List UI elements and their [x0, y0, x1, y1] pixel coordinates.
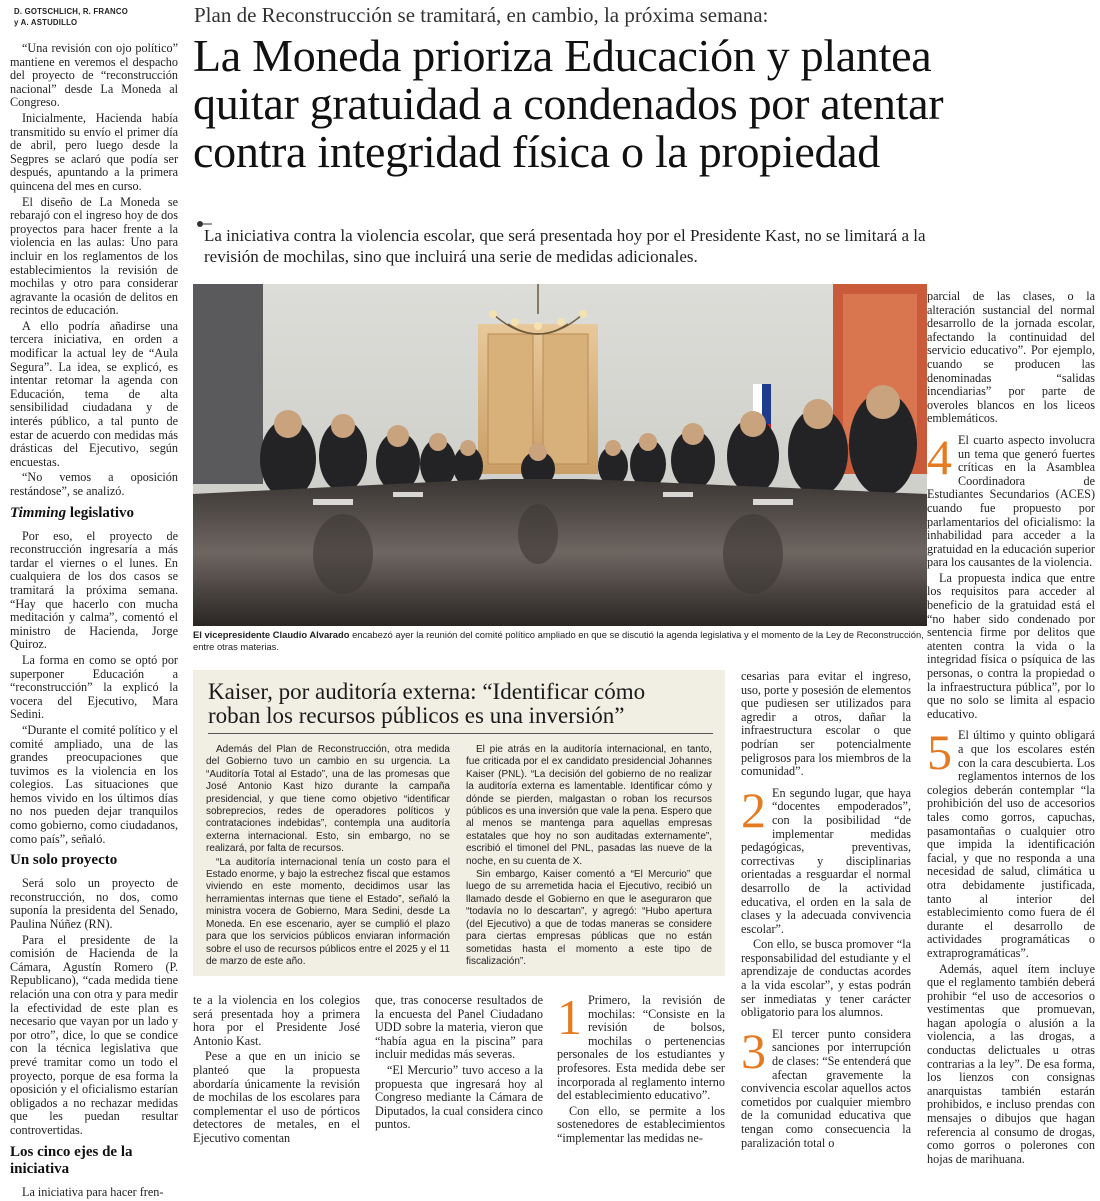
box-title-line2: roban los recursos públicos es una inversión”	[208, 703, 625, 728]
left-column	[10, 42, 178, 1201]
subhead-cinco-ejes: Los cinco ejes de la iniciativa	[10, 1143, 133, 1177]
paragraph: “Una revisión con ojo político” mantiene en veremos el despacho del proyecto de “reconstrucción nacional” desde La Moneda al Congreso.	[10, 41, 178, 110]
byline-line1: D. GOTSCHLICH, R. FRANCO	[14, 7, 128, 16]
paragraph: A ello podría añadirse una tercera iniciativa, en orden a modificar la actual ley de “Aula Segura”. La idea, se explicó, es intentar retomar la agenda con Educación, tema de alta sensibilidad ciudadana y de interés público, a tal punto de estar de acuerdo con medidas más drásticas del Ejecutivo, según encuestas.	[10, 318, 178, 469]
point-number-1: 1	[557, 989, 582, 1045]
paragraph: “No vemos a oposición restándose”, se analizó.	[10, 470, 178, 498]
paragraph: parcial de las clases, o la alteración sustancial del normal desarrollo de la jornada escolar, afectando la continuidad del servicio educativo”. Por ejemplo, cuando se producen las denominadas “salidas incendiarias” por parte de overoles blancos en los liceos emblemáticos.	[927, 289, 1095, 426]
headline-line2: quitar gratuidad a condenados por atentar	[193, 78, 944, 129]
paragraph: “La auditoría internacional tenía un costo para el Estado enorme, y bajo la estrechez fiscal que estamos viviendo en este momento, decidimos usar las herramientas internas que tiene el Estado”, señaló la ministra vocera de Gobierno, Mara Sedini, desde La Moneda. En ese escenario, ayer se cumplió el plazo para que los servicios públicos enviaran información sobre el uso de recursos públicos entre el 2025 y el 11 de marzo de este año.	[206, 856, 450, 967]
news-photo	[193, 284, 927, 626]
paragraph: Para el presidente de la comisión de Hacienda de la Cámara, Agustín Romero (P. Republicano), “cada medida tiene relación una con otra y para medir la efectividad de este plan es necesario que vayan por un lado y por otro”, dice, lo que se condice con la técnica legislativa que prevé tramitar como un todo el proyecto, porque de esa forma la oposición y el oficialismo estarían obligados a no rechazar medidas que les puedan resultar controvertidas.	[10, 932, 178, 1137]
headline-line1: La Moneda prioriza Educación y plantea	[193, 30, 932, 81]
paragraph: Será solo un proyecto de reconstrucción, no dos, como suponía la presidenta del Senado, Paulina Núñez (RN).	[10, 876, 178, 932]
kicker: Plan de Reconstrucción se tramitará, en cambio, la próxima semana:	[194, 3, 769, 27]
point-number-2: 2	[741, 781, 766, 838]
subhead-rest: legislativo	[66, 504, 135, 521]
paragraph: El pie atrás en la auditoría internacional, en tanto, fue criticada por el ex candidato presidencial Johannes Kaiser (PNL). “La decisión del gobierno de no realizar la auditoría externa es lamentable. Identificar cómo y dónde se pierden, malgastan o roban los recursos públicos es una inversión que vale la pena. Espero que al menos se mantenga para aquellas empresas estatales que hoy no son auditadas externamente”, escribió el timonel del PNL, pasadas las nueve de la noche, en su cuenta de X.	[466, 744, 712, 867]
paragraph: Sin embargo, Kaiser comentó a “El Mercurio” que luego de su arremetida hacia el Ejecutivo, recibió un llamado desde el Gobierno en que le aseguraron que “todavía no lo descartan”, y agregó: “Hubo apertura (del Ejecutivo) a que de todas maneras se considere para ciertas empresas públicas que no están sometidas hasta el momento a este tipo de fiscalización”.	[466, 869, 712, 967]
paragraph-with-number	[741, 781, 911, 937]
paragraph-text: El último y quinto obligará a que los escolares estén con la cara descubierta. Los reglamentos internos de los colegios deberán contemplar “la prohibición del uso de accesorios tales como gorros, capuchas, pasamontañas o cualquier otro que impida la identificación facial, y que no responda a una necesidad de salud, climática u otra debidamente justificada, tanto al interior del establecimiento como fuera de él durante el desarrollo de actividades programáticas o extraprogramáticas”.	[927, 728, 1095, 960]
paragraph: Pese a que en un inicio se planteó que la propuesta abordaría únicamente la revisión de mochilas de los escolares para complementar el uso de pórticos detectores de metales, en el Ejecutivo comentan	[193, 1049, 360, 1145]
point-number-4: 4	[927, 428, 952, 485]
paragraph: “Durante el comité político y el comité ampliado, una de las grandes preocupaciones que tuvimos es la violencia en los colegios. Las situaciones que hemos vivido en los últimos días no nos pueden dejar tranquilos como gobierno, como ciudadanos, como país”, señaló.	[10, 722, 178, 846]
paragraph: Inicialmente, Hacienda había transmitido su envío el primer día de abril, pero luego desde la Segpres se aclaró que podía ser después, apuntando a la primera quincena del mes en curso.	[10, 110, 178, 193]
caption-bold: El vicepresidente Claudio Alvarado	[193, 629, 350, 640]
bottom-column-2	[375, 994, 543, 1134]
kaiser-box-title	[208, 680, 713, 728]
box-column-2	[466, 744, 712, 969]
paragraph-with-number	[927, 724, 1095, 960]
column-5	[927, 290, 1095, 1168]
subhead-timming	[10, 505, 178, 522]
paragraph: Además del Plan de Reconstrucción, otra medida del Gobierno tuvo un cambio en su urgencia. La “Auditoría Total al Estado”, una de las promesas que José Antonio Kast hizo durante la campaña presidencial, y que tiene como objetivo “identificar sobreprecios, redes de operadores políticos y contrataciones indebidas”, contempla una auditoría externa internacional. Esto, sin embargo, no se realizará, por falta de recursos.	[206, 744, 450, 855]
photo-caption	[193, 629, 927, 652]
paragraph-with-number	[557, 989, 725, 1103]
paragraph: Con ello, se permite a los sostenedores de establecimientos “implementar las medidas ne-	[557, 1103, 725, 1145]
point-number-5: 5	[927, 724, 952, 781]
box-rule	[208, 733, 713, 734]
paragraph: “El Mercurio” tuvo acceso a la propuesta que ingresará hoy al Congreso mediante la Cámara de Diputados, la cual considera cinco puntos.	[375, 1062, 543, 1132]
subhead-un-solo-proyecto: Un solo proyecto	[10, 852, 118, 869]
column-4	[741, 670, 911, 1152]
byline-line2: y A. ASTUDILLO	[14, 18, 78, 27]
subhead-italic: Timming	[10, 504, 67, 521]
box-title-line1: Kaiser, por auditoría externa: “Identificar cómo	[208, 679, 646, 704]
paragraph-text: El tercer punto considera sanciones por interrupción de clases: “Se entenderá que afectan gravemente la convivencia escolar aquellos actos cometidos por cualquier miembro de la comunidad educativa que tengan como consecuencia la paralización total o	[741, 1026, 911, 1150]
paragraph-text: El cuarto aspecto involucra un tema que generó fuertes críticas en la Asamblea Coordinadora de Estudiantes Secundarios (ACES) cuando fue propuesto por parlamentarios del oficialismo: la inhabilidad para acceder a la gratuidad en la educación superior para los causantes de la violencia.	[927, 432, 1095, 570]
bottom-column-3	[557, 989, 725, 1148]
caption-rest: encabezó ayer la reunión del comité político ampliado en que se discutió la agenda legislativa y el momento de la Ley de Reconstrucción, entre otras materias.	[193, 629, 924, 652]
paragraph: El diseño de La Moneda se rebarajó con el ingreso hoy de dos proyectos para hacer frente a la violencia en las aulas: Uno para incluir en los reglamentos de los establecimientos la revisión de mochilas y otro para considerar agravante la ocasión de delitos en recintos de educación.	[10, 194, 178, 318]
paragraph: cesarias para evitar el ingreso, uso, porte y posesión de elementos que pudiesen ser utilizados para agredir a otros, dañar la infraestructura escolar o que podrían ser potencialmente peligrosos para los miembros de la comunidad”.	[741, 669, 911, 779]
point-number-3: 3	[741, 1022, 766, 1079]
lead	[204, 225, 1084, 267]
paragraph-with-number	[927, 428, 1095, 570]
paragraph: La propuesta indica que entre los requisitos para acceder al beneficio de la gratuidad está el “no haber sido condenado por sentencia firme por delitos que atenten contra la vida o la integridad física o psíquica de las personas, o contra la propiedad o la infraestructura pública”, por lo que no solo se limita al espacio educativo.	[927, 570, 1095, 721]
paragraph-text: En segundo lugar, que haya “docentes empoderados”, con la posibilidad “de implementar medidas pedagógicas, preventivas, correctivas y disciplinarias orientadas a resguardar el normal desarrollo de la actividad educativa, el orden en la sala de clases y la adecuada convivencia escolar”.	[741, 785, 911, 936]
paragraph-with-number	[741, 1022, 911, 1150]
paragraph: que, tras conocerse resultados de la encuesta del Panel Ciudadano UDD sobre la materia, vieron que “había agua en la piscina” para incluir medidas más severas.	[375, 993, 543, 1062]
headline-line3: contra integridad física o la propiedad	[193, 126, 880, 177]
box-column-1	[206, 744, 450, 969]
paragraph: te a la violencia en los colegios será presentada hoy a primera hora por el Presidente José Antonio Kast.	[193, 993, 360, 1048]
paragraph: Además, aquel ítem incluye que el reglamento también deberá prohibir “el uso de accesorios o vestimentas que promuevan, hagan apología o alusión a la violencia, a las drogas, a conductas delictuales u otras contrarias a la ley”. De esa forma, los lienzos con consignas anarquistas también estarán prohibidos, e incluso prendas con mensajes o dibujos que hagan referencia al consumo de drogas, como gorros o polerones con hojas de marihuana.	[927, 961, 1095, 1166]
paragraph: La iniciativa para hacer fren-	[22, 1184, 164, 1199]
paragraph: Con ello, se busca promover “la responsabilidad del estudiante y el aprendizaje de conductas acordes a la vida escolar”, y estas podrán ser inmediatas y tener carácter obligatorio para los alumnos.	[741, 937, 911, 1020]
lead-line1: La iniciativa contra la violencia escolar, que será presentada hoy por el Presidente Kast, no se limitará a la	[204, 226, 926, 245]
paragraph: La forma en como se optó por superponer Educación a “reconstrucción” la explicó la vocera del Ejecutivo, Mara Sedini.	[10, 652, 178, 722]
bottom-column-1	[193, 994, 360, 1148]
lead-line2: revisión de mochilas, sino que incluirá una serie de medidas adicionales.	[204, 247, 698, 266]
paragraph-text: Primero, la revisión de mochilas: “Consiste en la revisión de bolsos, mochilas o pertenencias personales de los estudiantes y profesores. Esta medida debe ser incorporada al reglamento interno del establecimiento educativo”.	[557, 993, 725, 1103]
headline	[193, 32, 1093, 176]
byline	[14, 6, 184, 28]
paragraph: Por eso, el proyecto de reconstrucción ingresaría a más tardar el viernes o el lunes. En cualquiera de los dos casos se tramitará la próxima semana. “Hay que hacerlo con mucha meditación y calma”, comentó el ministro de Hacienda, Jorge Quiroz.	[10, 528, 178, 652]
